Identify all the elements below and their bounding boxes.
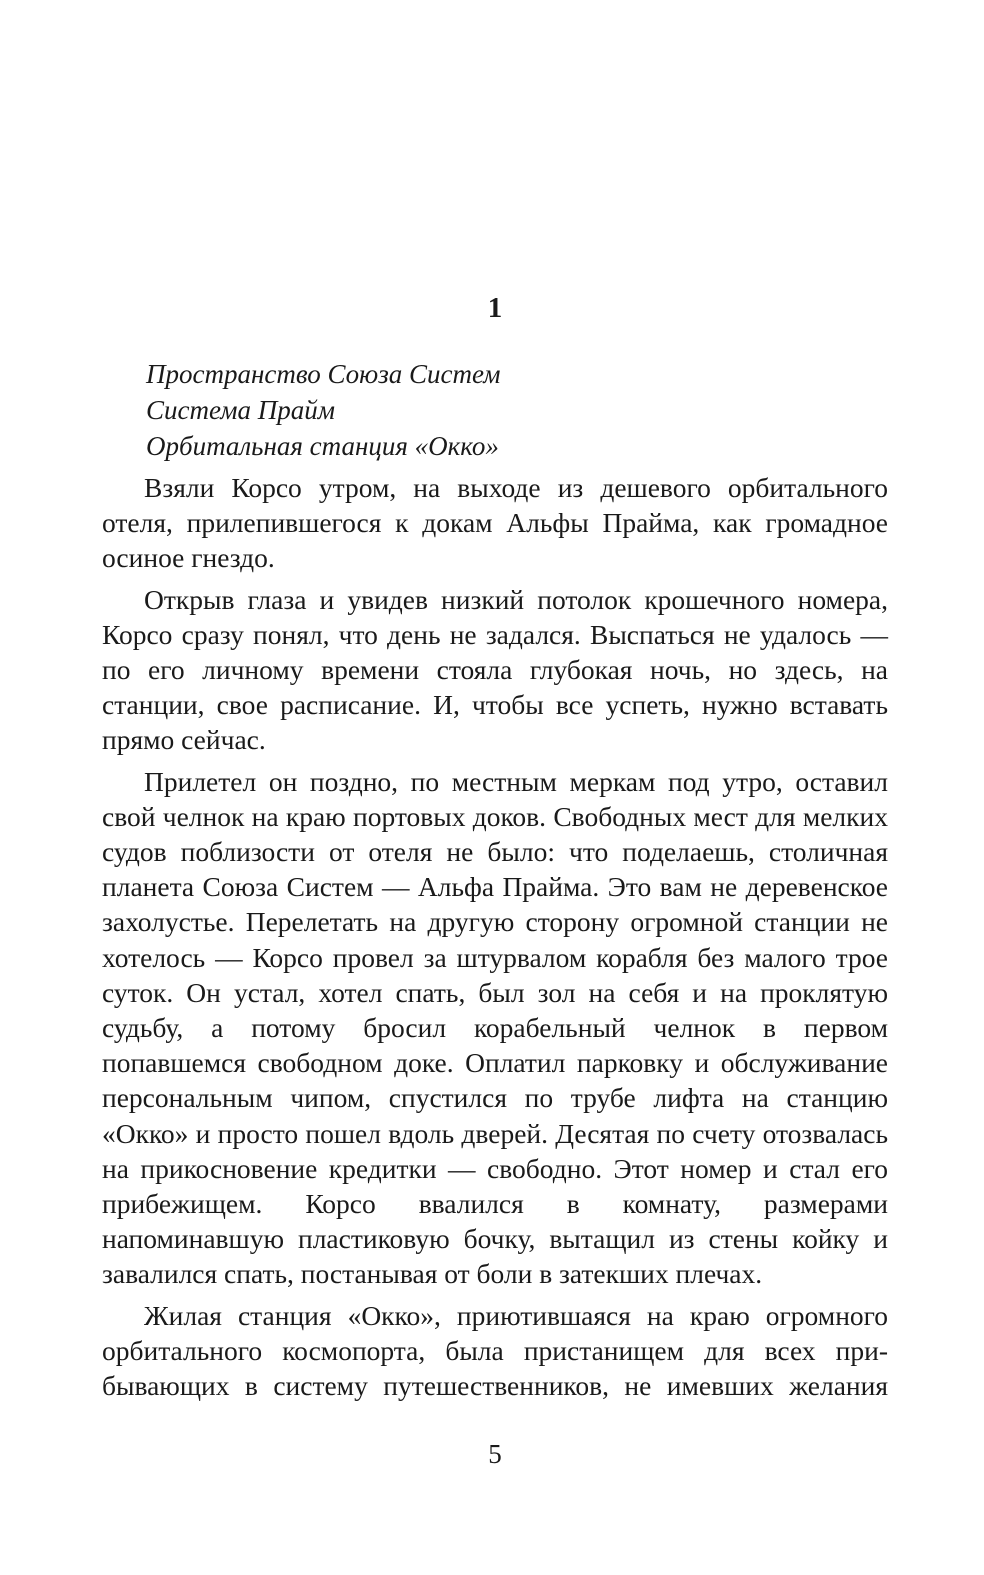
paragraph: Открыв глаза и увидев низкий потолок крошечного номера, Корсо сразу понял, что день не задался. Выспаться не удалось — по его личному времени стояла глубокая ночь, но здесь, на станции, свое расписание. И, чтобы все успеть, нужно вставать прямо сейчас. — [102, 583, 888, 756]
page-number: 5 — [488, 1439, 502, 1469]
paragraph: Жилая станция «Окко», приютившаяся на краю огромного орбитального космопорта, была пристанищем для всех прибывающих в систему путешественников, не имевших желания — [102, 1299, 888, 1402]
chapter-number: 1 — [487, 292, 503, 324]
location-line: Пространство Союза Систем — [146, 359, 501, 389]
book-page — [102, 0, 888, 1575]
location-line: Орбитальная станция «Окко» — [146, 431, 499, 461]
paragraph: Взяли Корсо утром, на выходе из дешевого орбитального отеля, прилепившегося к докам Альфы Прайма, как громадное осиное гнездо. — [102, 472, 888, 574]
paragraph: Прилетел он поздно, по местным меркам под утро, оставил свой челнок на краю портовых доков. Свободных мест для мелких судов поблизости от отеля не было: что поделаешь, столичная планета Союза Систем — Альфа Прайма. Это вам не деревенское захолустье. Перелетать на другую сторону огромной станции не хотелось — Корсо провел за штурвалом корабля без малого трое суток. Он устал, хотел спать, был зол на себя и на проклятую судьбу, а потому бросил корабельный челнок в первом попавшемся свободном доке. Оплатил парковку и обслуживание персональным чипом, спустился по трубе лифта на станцию «Окко» и просто пошел вдоль дверей. Десятая по счету отозвалась на прикосновение кредитки — свободно. Этот номер и стал его прибежищем. Корсо ввалился в комнату, размерами напоминавшую пластиковую бочку, вытащил из стены койку и завалился спать, постанывая от боли в затекших плечах. — [102, 765, 888, 1290]
location-line: Система Прайм — [146, 395, 336, 425]
chapter-body — [102, 470, 888, 1409]
location-header — [146, 356, 501, 464]
